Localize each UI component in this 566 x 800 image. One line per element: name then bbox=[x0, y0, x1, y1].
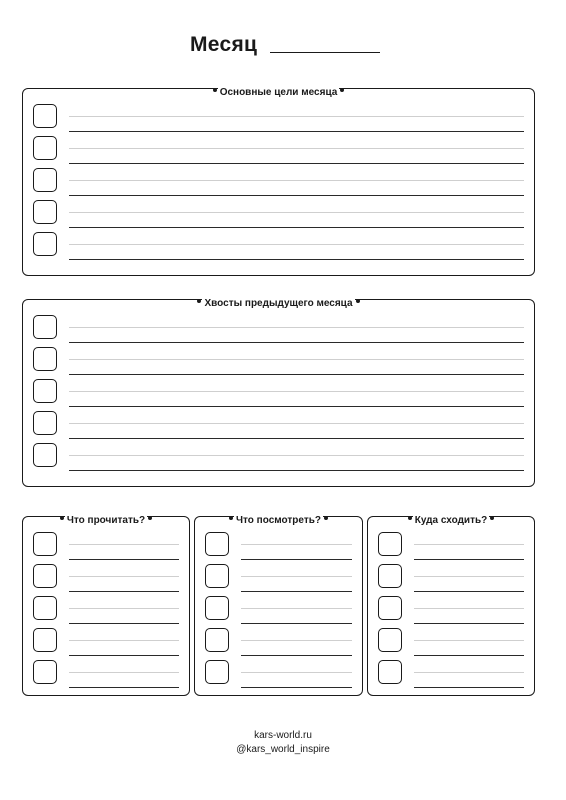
writing-line[interactable] bbox=[69, 342, 524, 343]
checkbox[interactable] bbox=[205, 660, 229, 684]
writing-line[interactable] bbox=[241, 608, 352, 609]
checkbox[interactable] bbox=[33, 104, 57, 128]
writing-line[interactable] bbox=[69, 672, 179, 673]
writing-line[interactable] bbox=[69, 180, 524, 181]
leftovers-header bbox=[23, 293, 534, 307]
checkbox[interactable] bbox=[378, 532, 402, 556]
writing-line[interactable] bbox=[69, 116, 524, 117]
bullet-dot bbox=[324, 516, 328, 520]
writing-line[interactable] bbox=[69, 559, 179, 560]
list-item bbox=[33, 377, 524, 409]
bullet-dot bbox=[490, 516, 494, 520]
writing-line[interactable] bbox=[69, 212, 524, 213]
list-item bbox=[33, 562, 179, 594]
checkbox[interactable] bbox=[33, 411, 57, 435]
list-item bbox=[33, 198, 524, 230]
checkbox[interactable] bbox=[378, 596, 402, 620]
to-go-section bbox=[367, 516, 535, 696]
checkbox[interactable] bbox=[205, 628, 229, 652]
checkbox[interactable] bbox=[33, 596, 57, 620]
list-item bbox=[33, 626, 179, 658]
checkbox[interactable] bbox=[33, 315, 57, 339]
writing-line[interactable] bbox=[414, 591, 524, 592]
list-item bbox=[378, 562, 524, 594]
to-read-title: Что прочитать? bbox=[66, 515, 146, 526]
writing-line[interactable] bbox=[241, 623, 352, 624]
checkbox[interactable] bbox=[33, 628, 57, 652]
writing-line[interactable] bbox=[69, 259, 524, 260]
writing-line[interactable] bbox=[414, 576, 524, 577]
writing-line[interactable] bbox=[241, 655, 352, 656]
writing-line[interactable] bbox=[69, 544, 179, 545]
checkbox[interactable] bbox=[33, 532, 57, 556]
list-item bbox=[205, 530, 352, 562]
writing-line[interactable] bbox=[69, 470, 524, 471]
list-item bbox=[378, 594, 524, 626]
checkbox[interactable] bbox=[33, 443, 57, 467]
writing-line[interactable] bbox=[414, 544, 524, 545]
writing-line[interactable] bbox=[69, 455, 524, 456]
writing-line[interactable] bbox=[241, 687, 352, 688]
list-item bbox=[33, 594, 179, 626]
bullet-dot bbox=[148, 516, 152, 520]
writing-line[interactable] bbox=[69, 438, 524, 439]
writing-line[interactable] bbox=[414, 687, 524, 688]
checkbox[interactable] bbox=[205, 564, 229, 588]
writing-line[interactable] bbox=[69, 576, 179, 577]
leftovers-list bbox=[33, 313, 524, 473]
list-item bbox=[33, 530, 179, 562]
bullet-dot bbox=[340, 88, 344, 92]
main-goals-list bbox=[33, 102, 524, 262]
checkbox[interactable] bbox=[205, 532, 229, 556]
writing-line[interactable] bbox=[69, 359, 524, 360]
writing-line[interactable] bbox=[69, 227, 524, 228]
writing-line[interactable] bbox=[69, 391, 524, 392]
checkbox[interactable] bbox=[33, 347, 57, 371]
to-go-title: Куда сходить? bbox=[414, 515, 488, 526]
checkbox[interactable] bbox=[378, 564, 402, 588]
list-item bbox=[378, 530, 524, 562]
bullet-dot bbox=[60, 516, 64, 520]
writing-line[interactable] bbox=[241, 544, 352, 545]
list-item bbox=[33, 441, 524, 473]
writing-line[interactable] bbox=[69, 131, 524, 132]
writing-line[interactable] bbox=[241, 576, 352, 577]
list-item bbox=[205, 658, 352, 690]
website-link[interactable]: kars-world.ru bbox=[254, 730, 312, 741]
list-item bbox=[205, 594, 352, 626]
bullet-dot bbox=[197, 299, 201, 303]
list-item bbox=[33, 230, 524, 262]
writing-line[interactable] bbox=[414, 672, 524, 673]
writing-line[interactable] bbox=[69, 623, 179, 624]
writing-line[interactable] bbox=[241, 591, 352, 592]
footer bbox=[0, 729, 566, 757]
to-go-list bbox=[378, 530, 524, 690]
bullet-dot bbox=[356, 299, 360, 303]
writing-line[interactable] bbox=[69, 640, 179, 641]
writing-line[interactable] bbox=[69, 423, 524, 424]
writing-line[interactable] bbox=[69, 148, 524, 149]
list-item bbox=[378, 658, 524, 690]
page-title: Месяц bbox=[190, 33, 258, 56]
list-item bbox=[205, 626, 352, 658]
writing-line[interactable] bbox=[241, 672, 352, 673]
writing-line[interactable] bbox=[69, 163, 524, 164]
writing-line[interactable] bbox=[414, 623, 524, 624]
checkbox[interactable] bbox=[33, 232, 57, 256]
writing-line[interactable] bbox=[69, 374, 524, 375]
leftovers-section bbox=[22, 299, 535, 487]
writing-line[interactable] bbox=[69, 608, 179, 609]
bullet-dot bbox=[229, 516, 233, 520]
to-read-list bbox=[33, 530, 179, 690]
checkbox[interactable] bbox=[33, 564, 57, 588]
list-item bbox=[378, 626, 524, 658]
checkbox[interactable] bbox=[378, 660, 402, 684]
writing-line[interactable] bbox=[414, 640, 524, 641]
bullet-dot bbox=[213, 88, 217, 92]
writing-line[interactable] bbox=[241, 640, 352, 641]
writing-line[interactable] bbox=[69, 406, 524, 407]
to-watch-title: Что посмотреть? bbox=[236, 515, 321, 526]
to-watch-header bbox=[195, 510, 362, 524]
checkbox[interactable] bbox=[33, 379, 57, 403]
month-fill-line[interactable] bbox=[270, 52, 380, 53]
main-goals-title: Основные цели месяца bbox=[219, 87, 338, 98]
to-read-section bbox=[22, 516, 190, 696]
bullet-dot bbox=[408, 516, 412, 520]
to-watch-list bbox=[205, 530, 352, 690]
main-goals-header bbox=[23, 82, 534, 96]
writing-line[interactable] bbox=[69, 327, 524, 328]
writing-line[interactable] bbox=[414, 608, 524, 609]
leftovers-title: Хвосты предыдущего месяца bbox=[204, 298, 353, 309]
main-goals-section bbox=[22, 88, 535, 276]
list-item bbox=[33, 345, 524, 377]
checkbox[interactable] bbox=[33, 660, 57, 684]
writing-line[interactable] bbox=[69, 591, 179, 592]
social-handle: @kars_world_inspire bbox=[236, 744, 330, 755]
writing-line[interactable] bbox=[241, 559, 352, 560]
writing-line[interactable] bbox=[69, 195, 524, 196]
writing-line[interactable] bbox=[69, 655, 179, 656]
list-item bbox=[205, 562, 352, 594]
checkbox[interactable] bbox=[33, 168, 57, 192]
list-item bbox=[33, 134, 524, 166]
page-header bbox=[0, 33, 566, 63]
checkbox[interactable] bbox=[33, 200, 57, 224]
list-item bbox=[33, 658, 179, 690]
writing-line[interactable] bbox=[69, 687, 179, 688]
checkbox[interactable] bbox=[33, 136, 57, 160]
list-item bbox=[33, 409, 524, 441]
to-read-header bbox=[23, 510, 189, 524]
checkbox[interactable] bbox=[378, 628, 402, 652]
checkbox[interactable] bbox=[205, 596, 229, 620]
to-watch-section bbox=[194, 516, 363, 696]
writing-line[interactable] bbox=[414, 559, 524, 560]
to-go-header bbox=[368, 510, 534, 524]
list-item bbox=[33, 166, 524, 198]
list-item bbox=[33, 102, 524, 134]
writing-line[interactable] bbox=[69, 244, 524, 245]
list-item bbox=[33, 313, 524, 345]
writing-line[interactable] bbox=[414, 655, 524, 656]
